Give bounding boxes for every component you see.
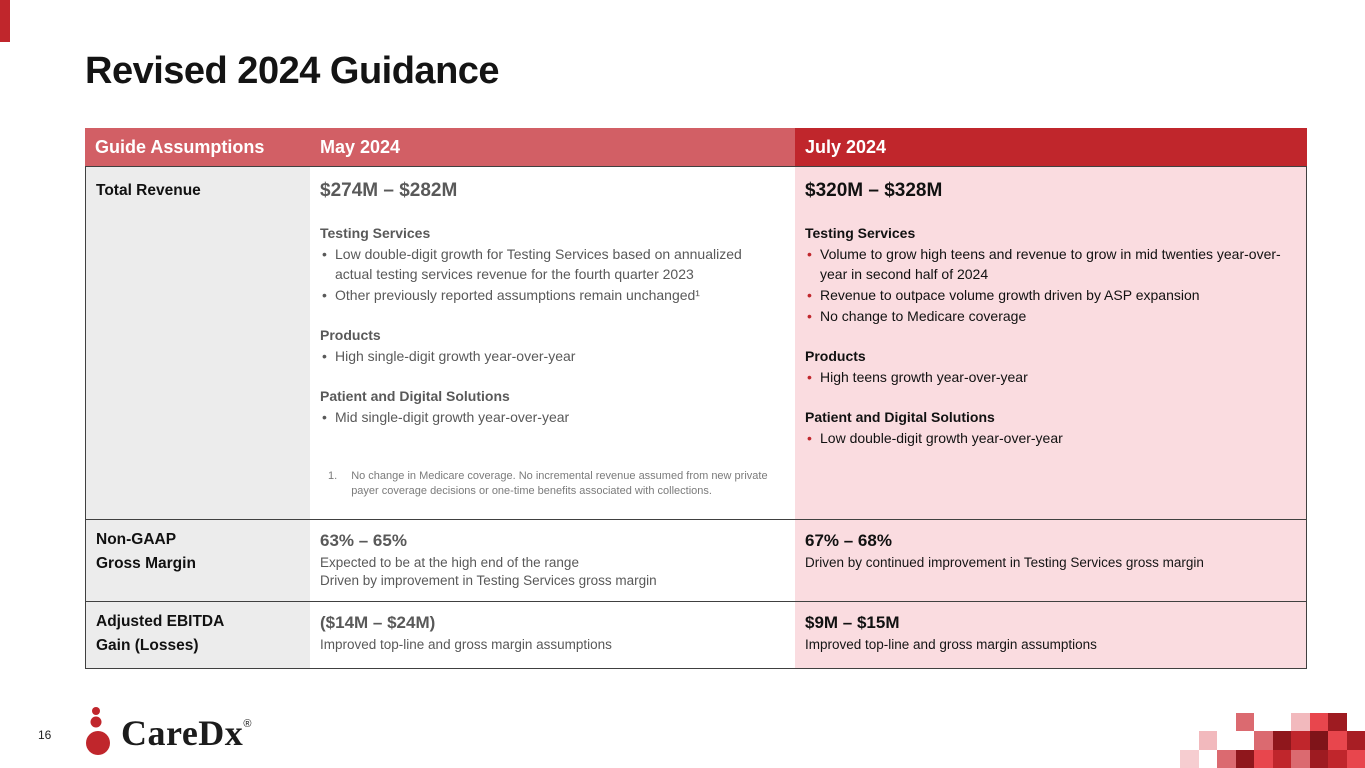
corner-mosaic bbox=[1180, 713, 1365, 768]
col-header-may-2024: May 2024 bbox=[310, 128, 795, 166]
mosaic-cell bbox=[1328, 731, 1347, 750]
mosaic-cell bbox=[1347, 713, 1365, 732]
row-label-line1: Adjusted EBITDA bbox=[96, 613, 225, 630]
mosaic-cell bbox=[1310, 731, 1329, 750]
mosaic-cell bbox=[1291, 731, 1310, 750]
cell-total-revenue-july bbox=[795, 167, 1306, 519]
section-heading: Testing Services bbox=[805, 225, 916, 241]
mosaic-cell bbox=[1310, 750, 1329, 768]
mosaic-cell bbox=[1217, 713, 1236, 732]
row-label-line2: Gross Margin bbox=[96, 555, 196, 572]
mosaic-cell bbox=[1217, 731, 1236, 750]
cell-ebitda-may bbox=[310, 602, 795, 668]
may-ebitda-note: Improved top-line and gross margin assumptions bbox=[320, 637, 612, 652]
mosaic-cell bbox=[1199, 750, 1218, 768]
bullet-item: • High teens growth year-over-year bbox=[805, 367, 1292, 387]
may-revenue-headline: $274M – $282M bbox=[320, 180, 458, 201]
cell-gross-margin-july bbox=[795, 520, 1306, 601]
guidance-table bbox=[85, 128, 1307, 669]
mosaic-cell bbox=[1328, 713, 1347, 732]
caredx-logo bbox=[84, 700, 252, 757]
footnote-number: 1. bbox=[328, 470, 338, 482]
mosaic-cell bbox=[1291, 713, 1310, 732]
mosaic-cell bbox=[1273, 713, 1292, 732]
mosaic-cell bbox=[1310, 713, 1329, 732]
mosaic-cell bbox=[1199, 713, 1218, 732]
mosaic-cell bbox=[1291, 750, 1310, 768]
footnote-text: No change in Medicare coverage. No incremental revenue assumed from new private payer coverage decisions or one-time benefits associated with collections. bbox=[351, 470, 768, 497]
july-gross-margin-note: Driven by continued improvement in Testing Services gross margin bbox=[805, 555, 1204, 570]
bullet-item: • Mid single-digit growth year-over-year bbox=[320, 407, 783, 427]
row-label-gross-margin bbox=[86, 520, 310, 601]
col-header-guide-assumptions: Guide Assumptions bbox=[85, 128, 310, 166]
bullet-item: • Revenue to outpace volume growth driven by ASP expansion bbox=[805, 285, 1292, 305]
may-gross-margin-note: Expected to be at the high end of the range bbox=[320, 555, 579, 570]
may-patient-digital-section bbox=[320, 386, 783, 427]
section-heading: Products bbox=[320, 327, 381, 343]
july-testing-services-section bbox=[805, 223, 1294, 326]
section-heading: Testing Services bbox=[320, 225, 431, 241]
bullet-item: • No change to Medicare coverage bbox=[805, 306, 1292, 326]
mosaic-cell bbox=[1236, 731, 1255, 750]
mosaic-cell bbox=[1254, 750, 1273, 768]
mosaic-cell bbox=[1273, 750, 1292, 768]
table-row-total-revenue bbox=[86, 167, 1306, 519]
mosaic-cell bbox=[1180, 713, 1199, 732]
row-label-line1: Non-GAAP bbox=[96, 531, 177, 548]
july-ebitda-headline: $9M – $15M bbox=[805, 613, 900, 632]
mosaic-cell bbox=[1273, 731, 1292, 750]
mosaic-cell bbox=[1236, 750, 1255, 768]
page-number: 16 bbox=[38, 728, 52, 742]
july-products-section bbox=[805, 346, 1294, 387]
mosaic-cell bbox=[1347, 731, 1365, 750]
logo-text: CareDx bbox=[121, 713, 244, 753]
may-ebitda-headline: ($14M – $24M) bbox=[320, 613, 436, 632]
bullet-item: • High single-digit growth year-over-year bbox=[320, 346, 783, 366]
caredx-wordmark bbox=[121, 700, 252, 757]
registered-mark: ® bbox=[243, 718, 252, 730]
may-products-section bbox=[320, 325, 783, 366]
mosaic-cell bbox=[1236, 713, 1255, 732]
may-testing-services-section bbox=[320, 223, 783, 305]
july-patient-digital-section bbox=[805, 407, 1294, 448]
row-label-line2: Gain (Losses) bbox=[96, 637, 199, 654]
july-ebitda-note: Improved top-line and gross margin assumptions bbox=[805, 637, 1097, 652]
bullet-item: • Low double-digit growth for Testing Services based on annualized actual testing services revenue for the fourth quarter 2023 bbox=[320, 244, 783, 284]
section-heading: Patient and Digital Solutions bbox=[320, 388, 510, 404]
mosaic-cell bbox=[1217, 750, 1236, 768]
mosaic-cell bbox=[1254, 731, 1273, 750]
caredx-droplet-icon bbox=[84, 705, 114, 757]
footnote bbox=[320, 469, 773, 499]
cell-ebitda-july bbox=[795, 602, 1306, 668]
table-row-gross-margin bbox=[86, 519, 1306, 601]
mosaic-cell bbox=[1328, 750, 1347, 768]
mosaic-cell bbox=[1254, 713, 1273, 732]
mosaic-cell bbox=[1347, 750, 1365, 768]
table-header-row bbox=[85, 128, 1307, 166]
cell-total-revenue-may bbox=[310, 167, 795, 519]
mosaic-cell bbox=[1180, 750, 1199, 768]
slide-title: Revised 2024 Guidance bbox=[85, 50, 500, 92]
bullet-item: • Volume to grow high teens and revenue to grow in mid twenties year-over-year in second half of 2024 bbox=[805, 244, 1292, 284]
mosaic-cell bbox=[1199, 731, 1218, 750]
row-label-total-revenue bbox=[86, 167, 310, 519]
may-gross-margin-note: Driven by improvement in Testing Services gross margin bbox=[320, 573, 657, 588]
row-label-adjusted-ebitda bbox=[86, 602, 310, 668]
bullet-item: • Other previously reported assumptions remain unchanged¹ bbox=[320, 285, 783, 305]
mosaic-cell bbox=[1180, 731, 1199, 750]
cell-gross-margin-may bbox=[310, 520, 795, 601]
row-label-text: Total Revenue bbox=[96, 182, 201, 199]
bullet-item: • Low double-digit growth year-over-year bbox=[805, 428, 1292, 448]
top-left-accent-bar bbox=[0, 0, 10, 42]
may-gross-margin-headline: 63% – 65% bbox=[320, 531, 407, 550]
col-header-july-2024: July 2024 bbox=[795, 128, 1307, 166]
july-revenue-headline: $320M – $328M bbox=[805, 180, 943, 201]
table-body bbox=[85, 166, 1307, 669]
section-heading: Products bbox=[805, 348, 866, 364]
table-row-adjusted-ebitda bbox=[86, 601, 1306, 668]
july-gross-margin-headline: 67% – 68% bbox=[805, 531, 892, 550]
section-heading: Patient and Digital Solutions bbox=[805, 409, 995, 425]
